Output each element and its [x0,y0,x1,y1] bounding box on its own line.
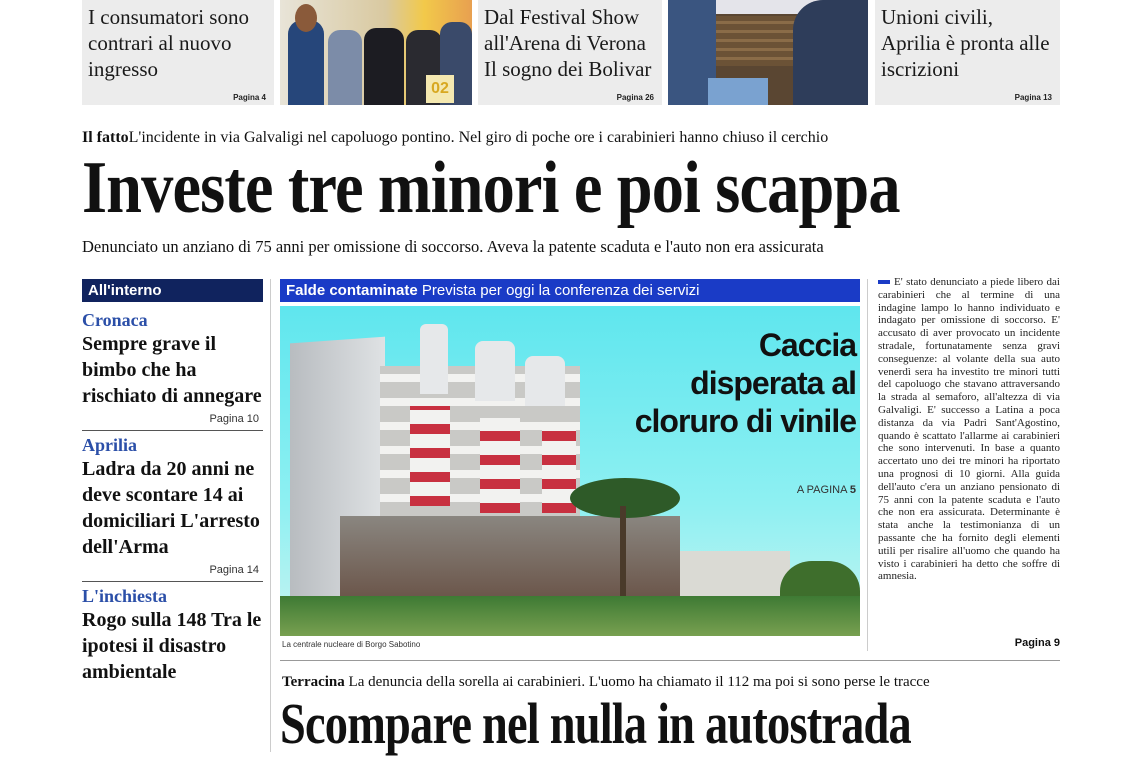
teaser-bolivar[interactable] [478,0,662,105]
feature-overlay-headline[interactable]: Caccia disperata al cloruro di vinile [634,327,856,439]
second-headline[interactable]: Scompare nel nulla in autostrada [280,691,911,756]
inside-page: Pagina 10 [209,413,259,425]
power-plant-photo [280,306,860,636]
lead-kicker [82,129,828,147]
column-divider [867,279,868,651]
section-label: Cronaca [82,310,148,330]
feature-overlay-page [797,484,856,496]
feature-bar-text: Prevista per oggi la conferenza dei servizi [421,282,700,299]
page-number: 5 [849,484,856,496]
teaser-page: Pagina 4 [233,93,266,102]
lead-headline[interactable]: Investe tre minori e poi scappa [82,147,900,229]
bullet-marker [878,280,890,284]
feature-bar-label: Falde contaminate [286,282,418,299]
inside-headline: Sempre grave il bimbo che ha rischiato di annegare [82,333,262,407]
unioni-civili-photo [668,0,868,105]
column-divider [270,279,271,752]
inside-item[interactable] [82,431,263,576]
kicker-text: L'incidente in via Galvaligi nel capoluogo pontino. Nel giro di poche ore i carabinieri hanno chiuso il cerchio [128,129,829,146]
inside-headline: Rogo sulla 148 Tra le ipotesi il disastro ambientale [82,609,262,683]
teaser-page: Pagina 13 [1014,93,1052,102]
second-kicker [282,674,930,691]
kicker-text: La denuncia della sorella ai carabinieri. L'uomo ha chiamato il 112 ma poi si sono perse le tracce [348,674,930,690]
inside-item[interactable] [82,582,263,685]
inside-column [82,279,263,685]
inside-item[interactable] [82,302,263,425]
lead-page: Pagina 9 [1014,637,1060,649]
kicker-label: Il fatto [82,129,129,146]
inside-headline: Ladra da 20 anni ne deve scontare 14 ai domiciliari L'arresto dell'Arma [82,458,260,558]
teaser-text: Unioni civili, Aprilia è pronta alle iscrizioni [881,5,1050,81]
teaser-text: I consumatori sono contrari al nuovo ingresso [88,5,249,81]
lead-body-text: E' stato denunciato a piede libero dai carabinieri che al termine di una indagine lampo lo hanno individuato e indagato per omissione di soccorso. E' accusato di aver provocato un incidente stradale, fortunatamente senza gravi conseguenze: al volante della sua auto venerdì sera ha investito tre minori tutti del capoluogo che stavano attraversando la strada al semaforo, all'altezza di via Galvaligi. E' successo a Latina a poca distanza da via Padri Sant'Agostino, quando è scattato l'allarme ai carabinieri che sono intervenuti. In base a quanto accertato uno dei tre minori ha riportato una prognosi di 10 giorni. Alla guida dell'auto c'era un anziano pensionato di 75 anni con la patente scaduta e l'auto che non era assicurata. Determinante è stata anche la testimonianza di un passante che ha fornito degli elementi utili per risalire all'uomo che quando ha visto i carabinieri ha detto che soffre di amnesia. [878,276,1060,583]
teaser-page: Pagina 26 [616,93,654,102]
lead-body [878,276,1060,583]
kicker-label: Terracina [282,674,345,690]
feature-bar [280,279,860,302]
inside-title: All'interno [82,279,263,302]
teaser-text: Dal Festival Show all'Arena di Verona Il sogno dei Bolivar [484,5,652,81]
section-label: L'inchiesta [82,586,168,606]
bolivar-photo [280,0,472,105]
badge-02: 02 [426,75,454,103]
divider [280,660,1060,661]
lead-subheadline: Denunciato un anziano di 75 anni per omissione di soccorso. Aveva la patente scaduta e l'auto non era assicurata [82,237,824,256]
inside-page: Pagina 14 [209,564,259,576]
photo-caption: La centrale nucleare di Borgo Sabotino [282,640,421,649]
page-label: A PAGINA [796,484,847,496]
teaser-consumatori[interactable] [82,0,274,105]
section-label: Aprilia [82,435,138,455]
teaser-unioni-civili[interactable] [875,0,1060,105]
